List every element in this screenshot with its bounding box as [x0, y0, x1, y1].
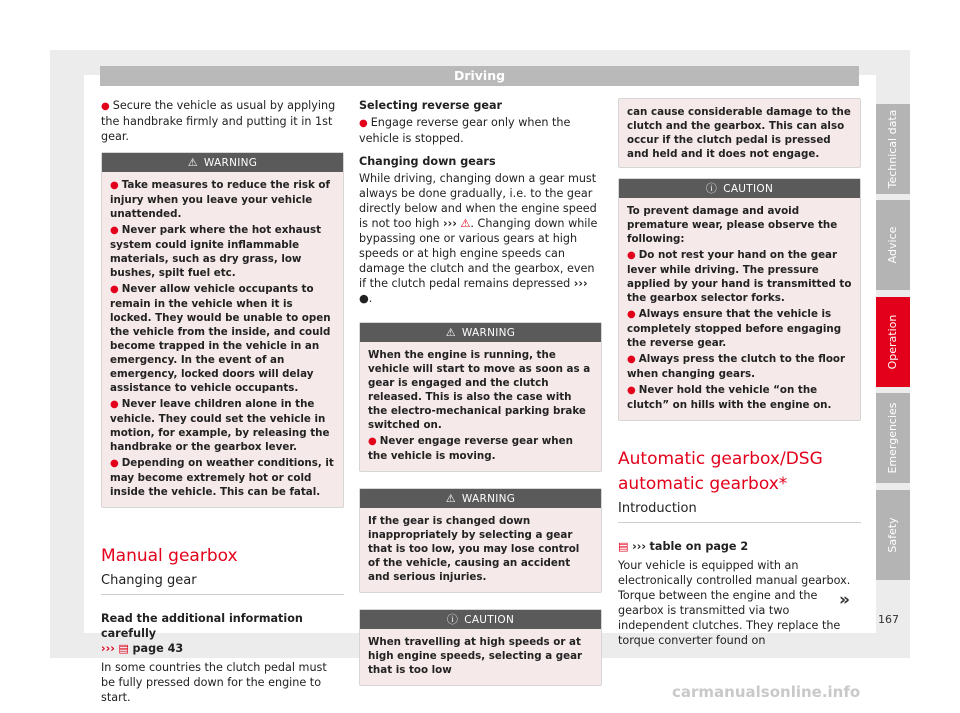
warning-header [102, 153, 343, 172]
tab-operation[interactable] [876, 297, 910, 387]
reverse-heading: Selecting reverse gear [359, 99, 503, 112]
warning-label: WARNING [461, 327, 516, 339]
warning-box-gear-down [359, 488, 602, 593]
warning-body [360, 342, 601, 471]
caution-box-gearbox [618, 178, 861, 421]
warning-body [102, 172, 343, 507]
bullet-dot-icon: ● [627, 354, 636, 365]
section-title-automatic-gearbox: Automatic gearbox/DSG automatic gearbox* [618, 449, 823, 494]
table-reference [618, 539, 861, 554]
caution-item [627, 307, 852, 350]
warning-label: WARNING [461, 493, 516, 505]
car-icon: ▤ [618, 540, 629, 553]
caution-body [619, 198, 860, 420]
caution-box-high-speed [359, 609, 602, 686]
tab-label: Operation [886, 314, 899, 370]
read-more-note [101, 611, 344, 656]
warning-triangle-icon: ⚠ [187, 156, 198, 169]
tab-label: Technical data [886, 109, 899, 189]
warning-triangle-icon: ⚠ [445, 492, 456, 505]
bullet-dot-icon: ● [110, 458, 119, 469]
page-header-title: Driving [453, 68, 506, 83]
bullet-dot-icon: ● [368, 436, 377, 447]
warning-item [110, 223, 335, 280]
caution-item-text: Do not rest your hand on the gear lever while driving. The pressure applied by your hand is transmitted to the gearbox selector forks. [627, 249, 852, 304]
tab-technical-data[interactable] [876, 104, 910, 194]
warning-item [368, 434, 593, 463]
warning-item-text: Depending on weather conditions, it may become extremely hot or cold inside the vehicle. This can be fatal. [110, 457, 334, 498]
section-title-manual-gearbox: Manual gearbox [101, 546, 238, 566]
caution-continued-text: can cause considerable damage to the clutch and the gearbox. This can also occur if the clutch pedal is pressed and held and it does not engage. [627, 106, 851, 160]
column-2 [359, 98, 602, 696]
tab-label: Advice [886, 226, 899, 264]
caution-label: CAUTION [723, 183, 774, 195]
caution-item [627, 383, 852, 412]
bullet-dot-icon: ● [627, 309, 636, 320]
bullet-dot-icon: ● [359, 118, 368, 129]
subsection-introduction: Introduction [618, 501, 861, 523]
arrow-icon: ››› [632, 540, 646, 553]
watermark: carmanualsonline.info [672, 683, 861, 701]
warning-item-text: Never allow vehicle occupants to remain in the vehicle when it is locked. They would be unable to open the vehicle from the inside, and could become trapped in the vehicle in an emergency. In the event of an emergency, locked doors will delay assistance to vehicle occupants. [110, 283, 331, 394]
down-paragraph: While driving, changing down a gear must always be done gradually, i.e. to the gear directly below and when the engine speed is not too high ››› ⚠. Changing down while bypassing one or various gears at high speeds or at high engine speeds can damage the clutch and the gearbox, even if the clutch pedal remains depressed ››› ●. [359, 172, 598, 305]
warning-triangle-icon: ⚠ [460, 217, 471, 230]
caution-item-text: Always press the clutch to the floor when changing gears. [627, 353, 846, 380]
warning-item [110, 397, 335, 454]
book-icon: ▤ [118, 642, 129, 655]
table-ref-link[interactable]: table on page 2 [649, 540, 749, 553]
down-heading: Changing down gears [359, 155, 496, 168]
column-3 [618, 98, 861, 656]
warning-text: If the gear is changed down inappropriately by selecting a gear that is too low, you may lose control of the vehicle, causing an accident and serious injuries. [368, 515, 580, 583]
caution-item [627, 352, 852, 381]
warning-box [101, 152, 344, 508]
warning-header [360, 489, 601, 508]
column-1 [101, 98, 344, 713]
warning-body [360, 508, 601, 592]
warning-item-text: Never engage reverse gear when the vehicle is moving. [368, 435, 573, 462]
warning-item [110, 456, 335, 499]
clutch-paragraph: In some countries the clutch pedal must be fully pressed down for the engine to start. [101, 661, 327, 704]
caution-item-text: Always ensure that the vehicle is completely stopped before engaging the reverse gear. [627, 308, 842, 349]
intro-bullet-text: Secure the vehicle as usual by applying the handbrake firmly and putting it in 1st gear. [101, 99, 336, 143]
bullet-dot-icon: ● [110, 225, 119, 236]
warning-item-text: Never park where the hot exhaust system could ignite inflammable materials, such as dry grass, low bushes, spilt fuel etc. [110, 224, 322, 279]
warning-item [110, 178, 335, 221]
bullet-dot-icon: ● [627, 385, 636, 396]
read-more-text: Read the additional information carefully [101, 612, 303, 640]
down-text-2: . Changing down while bypassing one or various gears at high speeds or at high engine speeds can damage the clutch and the gearbox, even if the clutch pedal remains depressed [359, 217, 598, 290]
caution-body [360, 629, 601, 685]
intro-paragraph: Your vehicle is equipped with an electronically controlled manual gearbox. Torque between the engine and the gearbox is transmitted via two independent clutches. They replace the torque converter found on [618, 559, 851, 647]
warning-item-text: Never leave children alone in the vehicle. They could set the vehicle in motion, for example, by releasing the handbrake or the gearbox lever. [110, 398, 330, 453]
tab-safety[interactable] [876, 490, 910, 580]
caution-item [627, 248, 852, 305]
caution-label: CAUTION [464, 614, 515, 626]
bullet-dot-icon: ● [101, 101, 110, 112]
reverse-bullet-text: Engage reverse gear only when the vehicle is stopped. [359, 116, 571, 145]
warning-item [110, 282, 335, 395]
caution-intro: To prevent damage and avoid premature wear, please observe the following: [627, 205, 838, 245]
warning-box-engine-running [359, 322, 602, 472]
arrow-icon: ››› [101, 642, 115, 655]
subsection-changing-gear: Changing gear [101, 573, 344, 595]
tab-advice[interactable] [876, 200, 910, 290]
warning-label: WARNING [203, 157, 258, 169]
down-text-1: While driving, changing down a gear must always be done gradually, i.e. to the gear directly below and when the engine speed is not too high [359, 172, 597, 230]
warning-text: When the engine is running, the vehicle will start to move as soon as a gear is engaged and the clutch released. This is also the case with the electro-mechanical parking brake switched on. [368, 349, 591, 431]
reverse-bullet [359, 115, 602, 146]
info-circle-icon: ⓘ [446, 613, 459, 626]
intro-bullet [101, 98, 344, 144]
tab-label: Safety [886, 517, 899, 553]
continue-arrow-icon: » [839, 590, 850, 610]
bullet-dot-icon: ● [110, 180, 119, 191]
warning-item-text: Take measures to reduce the risk of injury when you leave your vehicle unattended. [110, 179, 330, 220]
caution-header [360, 610, 601, 629]
caution-continued-box [618, 98, 861, 168]
caution-header [619, 179, 860, 198]
bullet-dot-icon: ● [110, 399, 119, 410]
tab-emergencies[interactable] [876, 393, 910, 483]
arrow-icon: ››› [442, 217, 457, 230]
caution-circle-icon: ● [359, 292, 369, 305]
caution-item-text: Never hold the vehicle “on the clutch” on hills with the engine on. [627, 384, 832, 411]
tab-label: Emergencies [886, 402, 899, 474]
warning-header [360, 323, 601, 342]
info-circle-icon: ⓘ [705, 182, 718, 195]
arrow-icon: ››› [573, 277, 588, 290]
bullet-dot-icon: ● [627, 250, 636, 261]
caution-text: When travelling at high speeds or at high engine speeds, selecting a gear that is too low [368, 636, 583, 676]
page-number: 167 [878, 613, 899, 626]
read-page-link[interactable]: page 43 [132, 642, 184, 655]
bullet-dot-icon: ● [110, 284, 119, 295]
warning-triangle-icon: ⚠ [445, 326, 456, 339]
